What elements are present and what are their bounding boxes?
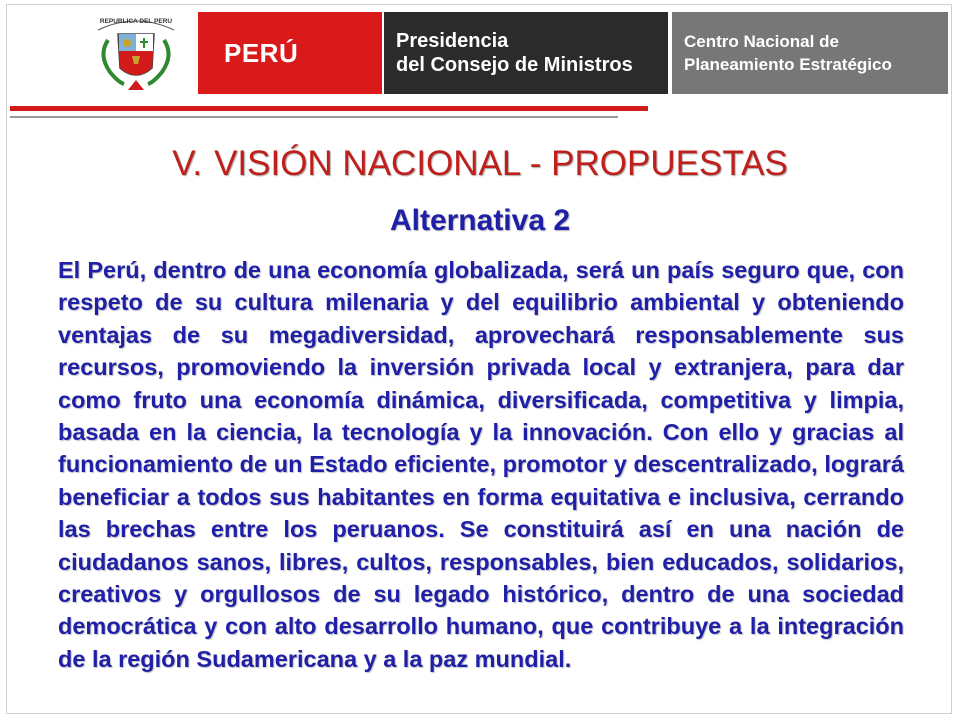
peru-logo-box: [198, 12, 382, 94]
header-divider-red: [10, 106, 648, 111]
crest-label: REPUBLICA DEL PERU: [99, 18, 173, 25]
slide-title: [0, 144, 960, 184]
ceplan-logo-box: [672, 12, 948, 94]
pcm-line-2: del Consejo de Ministros: [396, 54, 633, 76]
slide-title-text: VISIÓN NACIONAL - PROPUESTAS: [214, 144, 788, 183]
pcm-line-1: Presidencia: [396, 30, 509, 52]
vision-paragraph: El Perú, dentro de una economía globalizada, será un país seguro que, con respeto de su cultura milenaria y del equilibrio ambiental y obteniendo ventajas de su megadiversidad, aprovechará responsablemente sus recursos, promoviendo la inversión privada local y extranjera, para dar como fruto una economía dinámica, diversificada, competitiva y limpia, basada en la ciencia, la tecnología y la innovación. Con ello y gracias al funcionamiento de un Estado eficiente, promotor y descentralizado, logrará beneficiar a todos sus habitantes en forma equitativa e inclusiva, cerrando las brechas entre los peruanos. Se constituirá así en una nación de ciudadanos sanos, libres, cultos, responsables, bien educados, solidarios, creativos y orgullosos de su legado histórico, dentro de una sociedad democrática y con alto desarrollo humano, que contribuye a la integración de la región Sudamericana y a la paz mundial.: [58, 257, 904, 672]
ceplan-line-2: Planeamiento Estratégico: [684, 55, 892, 74]
slide-subtitle: Alternativa 2: [389, 204, 571, 237]
peru-label: PERÚ: [224, 37, 299, 68]
header-divider-grey: [10, 116, 618, 118]
coat-of-arms-icon: [88, 10, 184, 96]
header-banner: [88, 10, 892, 96]
slide-title-number: V.: [172, 144, 203, 183]
ceplan-line-1: Centro Nacional de: [684, 32, 839, 51]
pcm-logo-box: [384, 12, 668, 94]
